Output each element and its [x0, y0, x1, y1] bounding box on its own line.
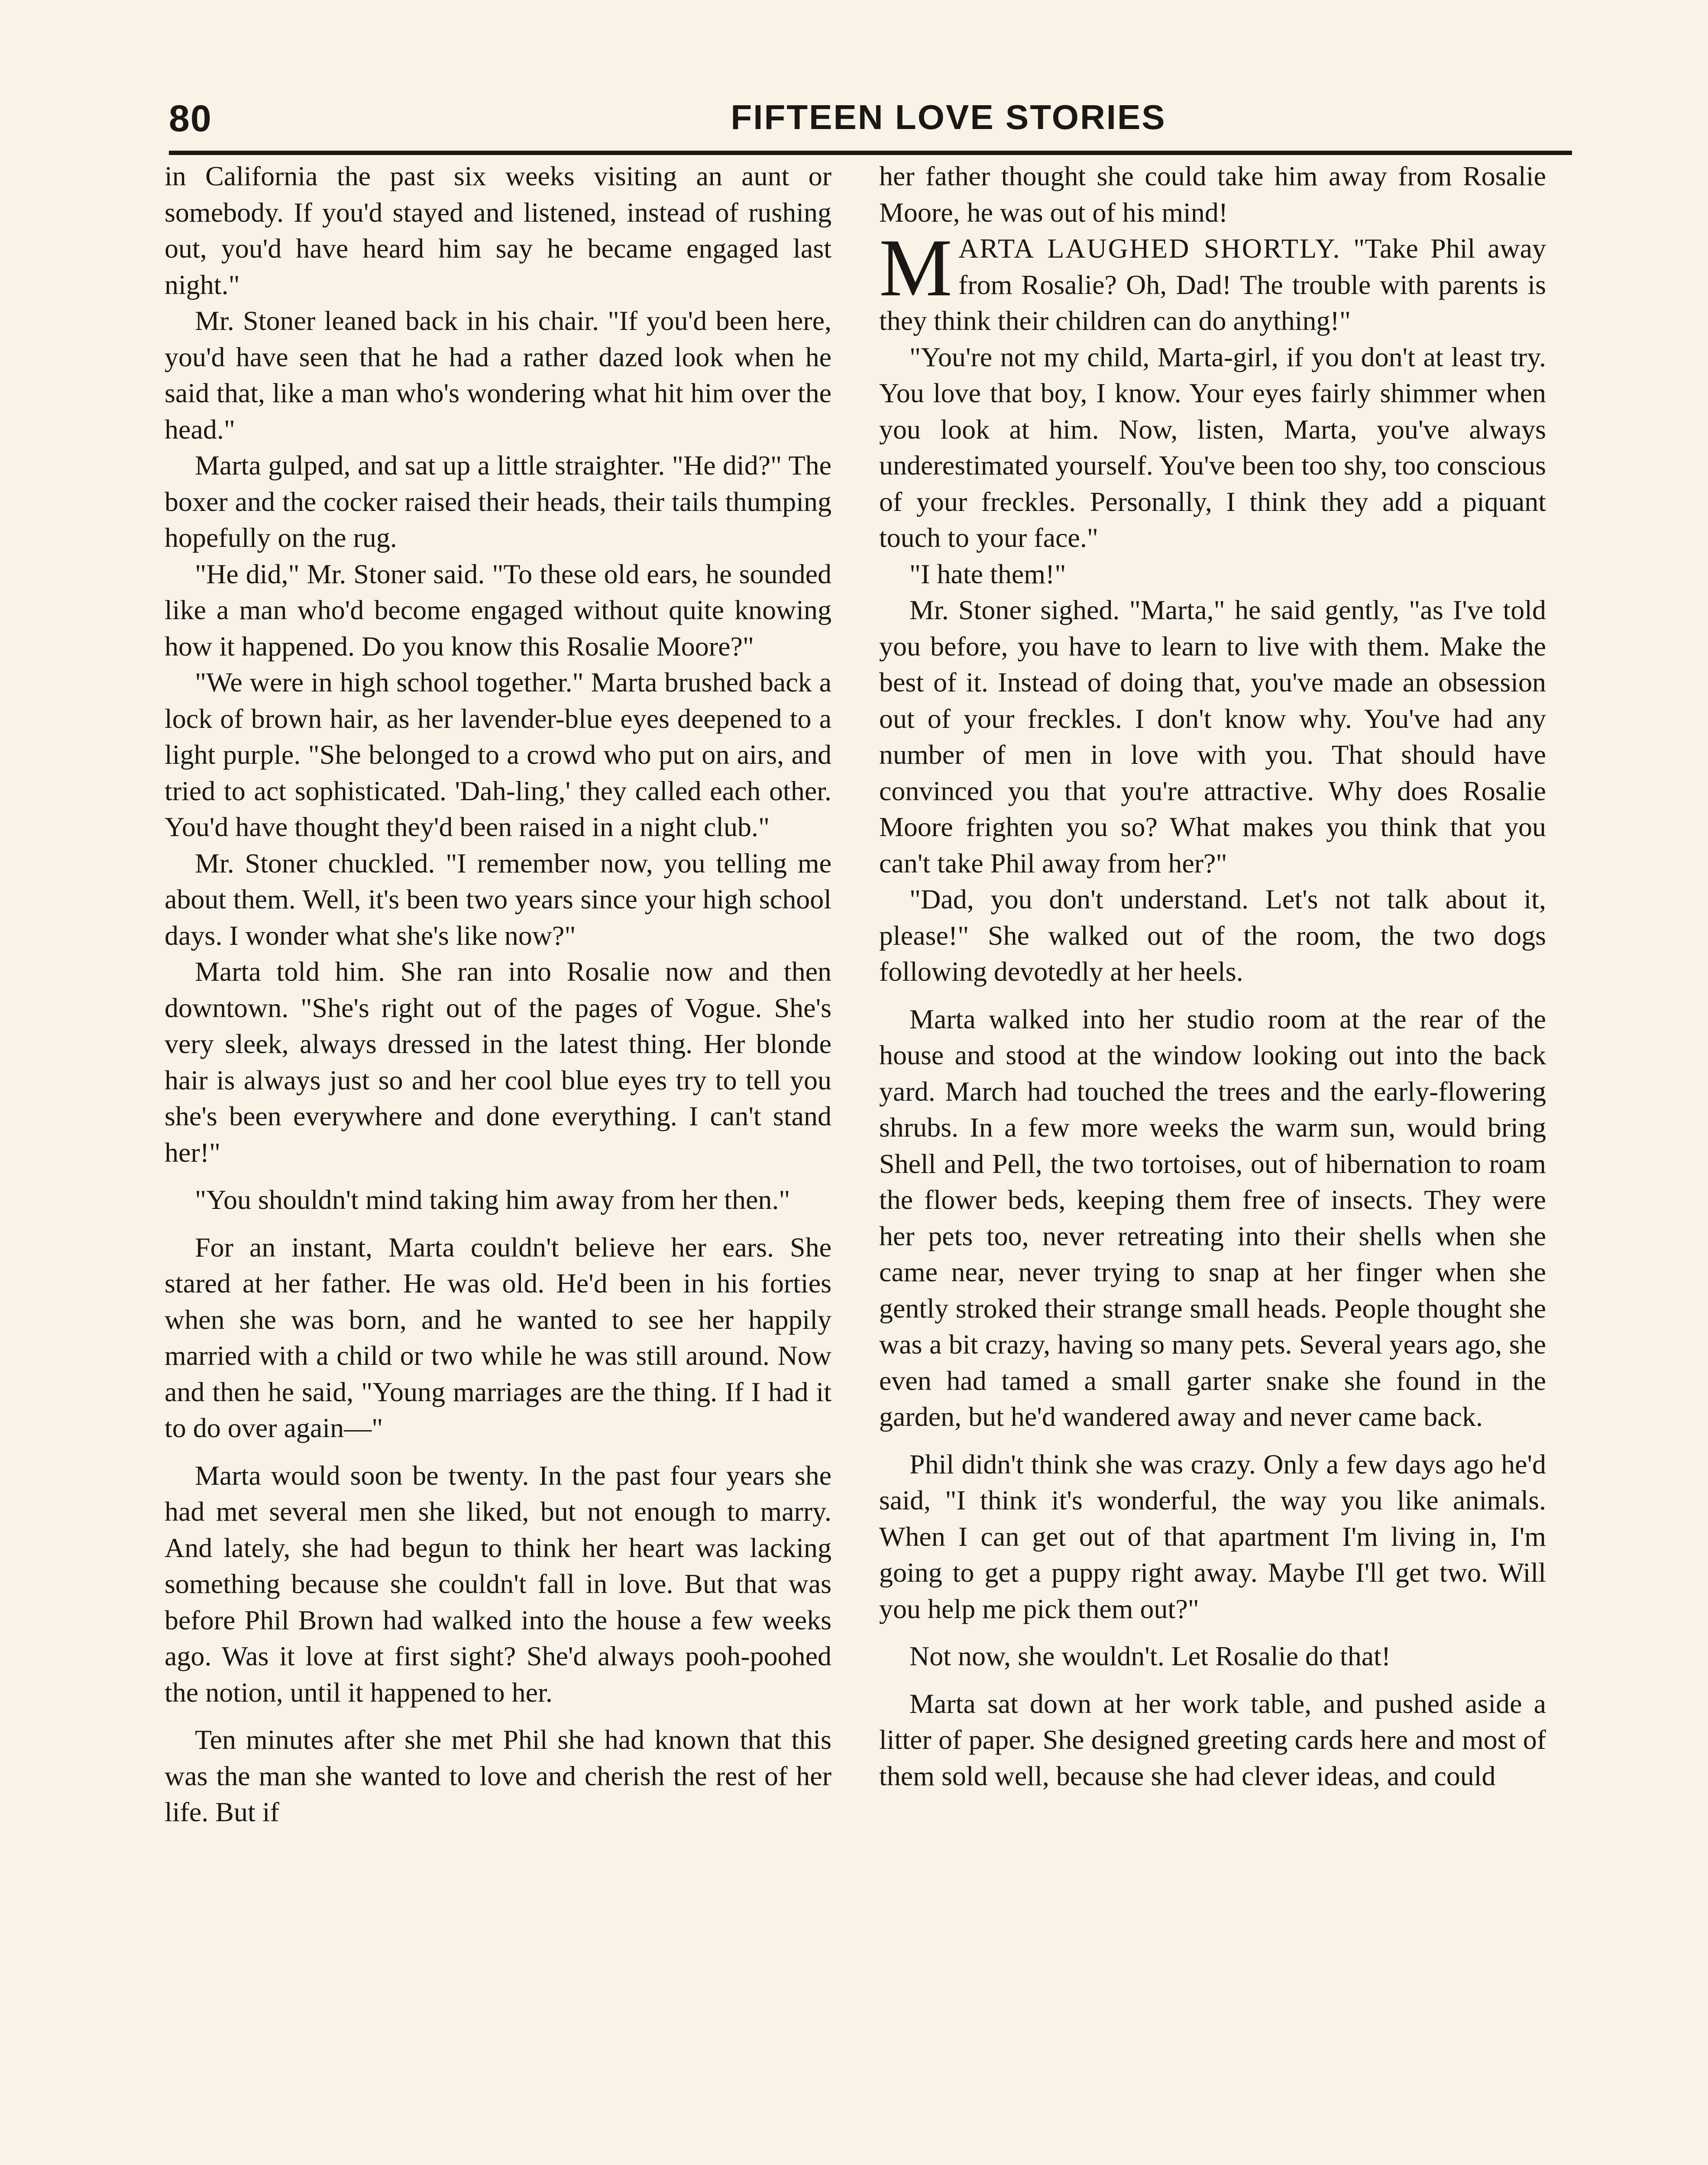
paragraph: in California the past six weeks visiting an aunt or somebody. If you'd stayed and listened, instead of rushing out, you'd have heard him say he became engaged last night." — [165, 161, 831, 300]
right-column — [879, 158, 1546, 2165]
section-text: "Take Phil away from Rosalie? Oh, Dad! The trouble with parents is they think their children can do anything!" — [879, 233, 1546, 336]
paragraph: Marta sat down at her work table, and pushed aside a litter of paper. She designed greeting cards here and most of them sold well, because she had clever ideas, and could — [879, 1688, 1546, 1791]
paragraph: "He did," Mr. Stoner said. "To these old ears, he sounded like a man who'd become engaged without quite knowing how it happened. Do you know this Rosalie Moore?" — [165, 558, 831, 662]
paragraph: Marta would soon be twenty. In the past four years she had met several men she liked, but not enough to marry. And lately, she had begun to think her heart was lacking something because she couldn't fall in love. But that was before Phil Brown had walked into the house a few weeks ago. Was it love at first sight? She'd always pooh-poohed the notion, until it happened to her. — [165, 1460, 831, 1708]
paragraph: "You're not my child, Marta-girl, if you don't at least try. You love that boy, I know. Your eyes fairly shimmer when you look at him. Now, listen, Marta, you've always underestimated yourself. You've been too shy, too conscious of your freckles. Personally, I think they add a piquant touch to your face." — [879, 341, 1546, 553]
header-rule — [169, 151, 1572, 155]
paragraph: Marta walked into her studio room at the rear of the house and stood at the window looking out into the back yard. March had touched the trees and the early-flowering shrubs. In a few more weeks the warm sun, would bring Shell and Pell, the two tortoises, out of hibernation to roam the flower beds, keeping them free of insects. They were her pets too, never retreating into their shells when she came near, never trying to snap at her finger when she gently stroked their strange small heads. People thought she was a bit crazy, having so many pets. Several years ago, she even had tamed a small garter snake she found in the garden, but he'd wandered away and never came back. — [879, 1003, 1546, 1432]
paragraph: "We were in high school together." Marta brushed back a lock of brown hair, as her lavender-blue eyes deepened to a light purple. "She belonged to a crowd who put on airs, and tried to act sophisticated. 'Dah-ling,' they called each other. You'd have thought they'd been raised in a night club." — [165, 667, 831, 842]
paragraph: Marta gulped, and sat up a little straighter. "He did?" The boxer and the cocker raised their heads, their tails thumping hopefully on the rug. — [165, 450, 831, 553]
paragraph: Ten minutes after she met Phil she had known that this was the man she wanted to love and cherish the rest of her life. But if — [165, 1724, 831, 1827]
running-title: FIFTEEN LOVE STORIES — [731, 98, 1166, 136]
paragraph: For an instant, Marta couldn't believe her ears. She stared at her father. He was old. He'd been in his forties when she was born, and he wanted to see her happily married with a child or two while he was still around. Now and then he said, "Young marriages are the thing. If I had it to do over again—" — [165, 1231, 831, 1443]
paragraph: Mr. Stoner chuckled. "I remember now, you telling me about them. Well, it's been two years since your high school days. I wonder what she's like now?" — [165, 847, 831, 951]
paragraph: "I hate them!" — [909, 558, 1066, 589]
paragraph: Phil didn't think she was crazy. Only a few days ago he'd said, "I think it's wonderful, the way you like animals. When I can get out of that apartment I'm living in, I'm going to get a puppy right away. Maybe I'll get two. Will you help me pick them out?" — [879, 1448, 1546, 1624]
paragraph: "You shouldn't mind taking him away from her then." — [195, 1184, 790, 1215]
paragraph: Mr. Stoner leaned back in his chair. "If you'd been here, you'd have seen that he had a rather dazed look when he said that, like a man who's wondering what hit him over the head." — [165, 305, 831, 445]
paragraph: her father thought she could take him away from Rosalie Moore, he was out of his mind! — [879, 161, 1546, 228]
left-column — [165, 158, 831, 2165]
paragraph: Not now, she wouldn't. Let Rosalie do that! — [909, 1641, 1391, 1671]
section-start-paragraph — [879, 223, 1546, 339]
paragraph: Mr. Stoner sighed. "Marta," he said gently, "as I've told you before, you have to learn to live with them. Make the best of it. Instead of doing that, you've made an obsession out of your freckles. I don't know why. You've had any number of men in love with you. That should have convinced you that you're attractive. Why does Rosalie Moore frighten you so? What makes you think that you can't take Phil away from her?" — [879, 595, 1546, 879]
section-lead-in: ARTA LAUGHED SHORTLY. — [958, 233, 1341, 264]
paragraph: Marta told him. She ran into Rosalie now and then downtown. "She's right out of the pages of Vogue. She's very sleek, always dressed in the latest thing. Her blonde hair is always just so and her cool blue eyes try to tell you she's been everywhere and done everything. I can't stand her!" — [165, 956, 831, 1168]
page-number: 80 — [169, 98, 212, 139]
page-header — [169, 89, 1572, 154]
paragraph: "Dad, you don't understand. Let's not talk about it, please!" She walked out of the room, the two dogs following devotedly at her heels. — [879, 884, 1546, 987]
drop-cap: M — [879, 223, 952, 313]
